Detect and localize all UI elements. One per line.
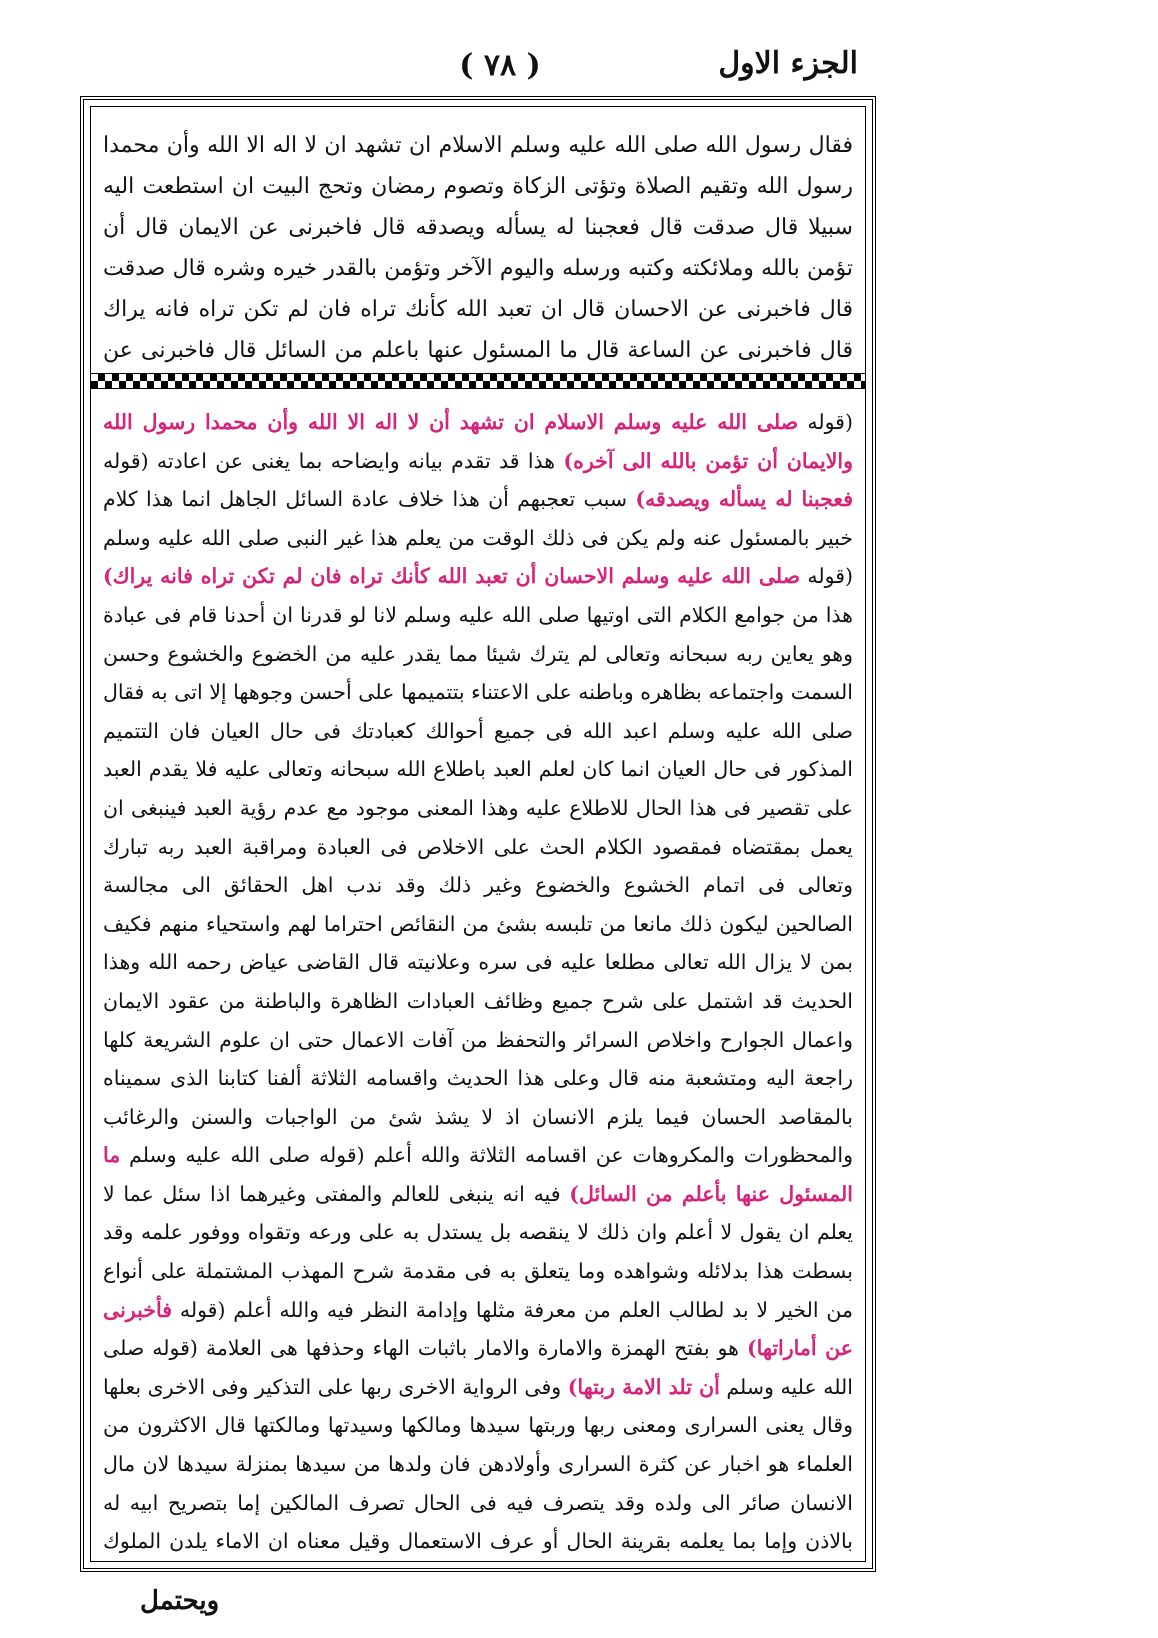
checker-divider <box>91 373 865 389</box>
quote-open: (قوله <box>800 564 853 589</box>
highlighted-quote: صلى الله عليه وسلم الاحسان أن تعبد الله كأنك تراه فان لم تكن تراه فانه يراك) <box>103 564 801 589</box>
page-frame <box>80 96 876 1572</box>
quote-open: (قوله صلى الله عليه وسلم <box>120 1143 365 1168</box>
commentary-text: وفى الرواية الاخرى ربها على التذكير وفى الاخرى بعلها وقال يعنى السرارى ومعنى ربها وربتها سيدها ومالكها وسيدتها ومالكتها قال الاكثرون من العلماء هو اخبار عن كثرة السرارى وأولادهن فان ولدها من سيدها بمنزلة سيدها لان مال الانسان صائر الى ولده وقد يتصرف فيه فى الحال تصرف المالكين إما بتصريح ابيه له بالاذن وإما بما يعلمه بقرينة الحال أو عرف الاستعمال وقيل معناه ان الاماء يلدن الملوك <box>103 1374 853 1553</box>
highlighted-quote: فعجبنا له يسأله ويصدقه) <box>635 487 853 512</box>
commentary-text: هو بفتح الهمزة والامارة والامار باثبات الهاء وحذفها هى العلامة <box>197 1336 747 1361</box>
quote-open: (قوله <box>798 410 853 434</box>
quote-open: (قوله <box>172 1297 226 1322</box>
commentary-text: سبب تعجبهم أن هذا خلاف عادة السائل الجاهل انما هذا كلام خبير بالمسئول عنه ولم يكن فى ذلك الوقت من يعلم هذا غير النبى صلى الله عليه وسلم <box>103 487 853 550</box>
commentary-text: فيه انه ينبغى للعالم والمفتى وغيرهما اذا سئل عما لا يعلم ان يقول لا أعلم وان ذلك لا ينقصه بل يستدل به على ورعه وتقواه ووفور علمه وقد بسطت هذا بدلائله وشواهده وما يتعلق به فى مقدمة شرح المهذب المشتملة على أنواع من الخير لا بد لطالب العلم من معرفة مثلها وإدامة النظر فيه والله أعلم <box>103 1181 853 1322</box>
matn-text: فقال رسول الله صلى الله عليه وسلم الاسلام ان تشهد ان لا اله الا الله وأن محمدا رسول الله وتقيم الصلاة وتؤتى الزكاة وتصوم رمضان وتحج البيت ان استطعت اليه سبيلا قال صدقت قال فعجبنا له يسأله ويصدقه قال فاخبرنى عن الايمان قال أن تؤمن بالله وملائكته وكتبه ورسله واليوم الآخر وتؤمن بالقدر خيره وشره قال صدقت قال فاخبرنى عن الاحسان قال ان تعبد الله كأنك تراه فان لم تكن تراه فانه يراك قال فاخبرنى عن الساعة قال ما المسئول عنها باعلم من السائل قال فاخبرنى عن <box>103 133 853 363</box>
sharh-commentary <box>103 403 853 1553</box>
page-inner-frame <box>90 106 866 1562</box>
quote-open: (قوله صلى الله عليه وسلم <box>103 1336 853 1399</box>
commentary-text: هذا قد تقدم بيانه وايضاحه بما يغنى عن اعادته <box>148 448 564 473</box>
highlighted-quote: أن تلد الامة ربتها) <box>567 1374 720 1399</box>
catchword: ويحتمل <box>140 1586 220 1616</box>
part-label: الجزء الاول <box>718 46 858 81</box>
commentary-text: هذا من جوامع الكلام التى اوتيها صلى الله عليه وسلم لانا لو قدرنا ان أحدنا قام فى عبادة وهو يعاين ربه سبحانه وتعالى لم يترك شيئا مما يقدر عليه من الخضوع والخشوع وحسن السمت واجتماعه بظاهره وباطنه على الاعتناء بتتميمها على أحسن وجوهها إلا اتى به فقال صلى الله عليه وسلم اعبد الله فى جميع أحوالك كعبادتك فى حال العيان فان التتميم المذكور فى حال العيان انما كان لعلم العبد باطلاع الله سبحانه وتعالى عليه فلا يقدم العبد على تقصير فى هذا الحال للاطلاع عليه وهذا المعنى موجود مع عدم رؤية العبد فينبغى ان يعمل بمقتضاه فمقصود الكلام الحث على الاخلاص فى العبادة ومراقبة العبد ربه تبارك وتعالى فى اتمام الخشوع والخضوع وغير ذلك وقد ندب اهل الحقائق الى مجالسة الصالحين ليكون ذلك مانعا من تلبسه بشئ من النقائص احتراما لهم واستحياء منهم فكيف بمن لا يزال الله تعالى مطلعا عليه فى سره وعلانيته قال القاضى عياض رحمه الله وهذا الحديث قد اشتمل على شرح جميع وظائف العبادات الظاهرة والباطنة من عقود الايمان واعمال الجوارح واخلاص السرائر والتحفظ من آفات الاعمال حتى ان علوم الشريعة كلها راجعة اليه ومتشعبة منه قال وعلى هذا الحديث واقسامه الثلاثة ألفنا كتابنا الذى سميناه بالمقاصد الحسان فيما يلزم الانسان اذ لا يشذ شئ من الواجبات والسنن والرغائب والمحظورات والمكروهات عن اقسامه الثلاثة والله أعلم <box>103 602 853 1168</box>
highlighted-quote: صلى الله عليه وسلم الاسلام ان تشهد أن لا اله الا الله وأن محمدا رسول الله والايمان أن تؤمن بالله الى آخره) <box>103 410 853 473</box>
page-number: ( ٧٨ ) <box>459 48 541 83</box>
highlighted-quote: ما المسئول عنها بأعلم من السائل) <box>103 1143 853 1206</box>
quote-open: (قوله <box>103 448 149 473</box>
highlighted-quote: فأخبرنى عن أماراتها) <box>103 1297 853 1361</box>
